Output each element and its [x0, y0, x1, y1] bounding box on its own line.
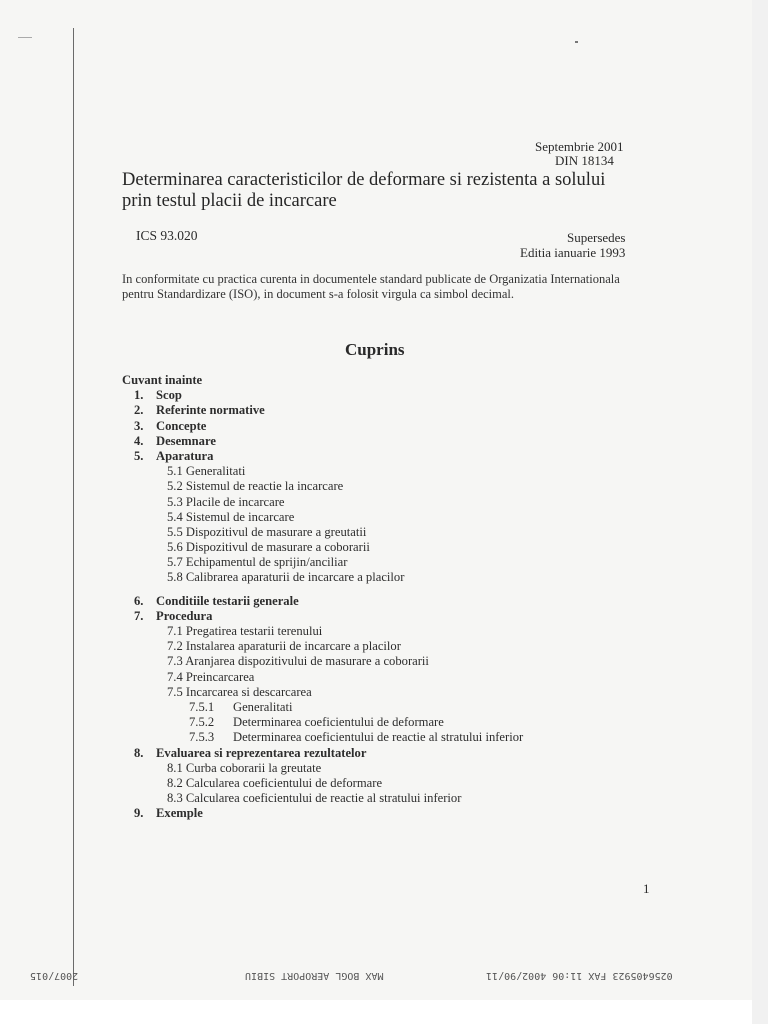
toc-subitem: 7.5 Incarcarea si descarcarea	[167, 684, 312, 699]
toc-item	[122, 594, 523, 609]
toc-label: Evaluarea si reprezentarea rezultatelor	[156, 745, 367, 760]
toc-item	[122, 419, 523, 434]
toc-item: Cuvant inainte	[122, 373, 203, 387]
page-number: 1	[643, 881, 650, 896]
standard-number: DIN 18134	[555, 153, 614, 168]
edition-label: Editia ianuarie 1993	[520, 245, 626, 260]
toc-number: 8.	[134, 745, 144, 760]
toc-subitem: 7.3 Aranjarea dispozitivului de masurare a coborarii	[167, 654, 429, 669]
toc-subitem: 8.1 Curba coborarii la greutate	[167, 760, 322, 775]
toc-subitem: 5.7 Echipamentul de sprijin/anciliar	[167, 555, 348, 570]
toc-number: 2.	[134, 403, 144, 418]
document-date: Septembrie 2001	[535, 139, 624, 154]
toc-subitem: 5.2 Sistemul de reactie la incarcare	[167, 479, 344, 494]
toc-subitem: 5.1 Generalitati	[167, 464, 246, 479]
toc-subitem: 8.3 Calcularea coeficientului de reactie al stratului inferior	[167, 791, 462, 806]
toc-number: 7.5.1	[189, 699, 215, 714]
toc-number: 1.	[134, 388, 144, 403]
supersedes-label: Supersedes	[567, 230, 626, 245]
toc-subsubitem	[122, 715, 523, 730]
document-title	[122, 170, 605, 212]
toc-number: 5.	[134, 448, 144, 463]
toc-subitem: 5.3 Placile de incarcare	[167, 494, 285, 509]
toc-subsubitem	[122, 700, 523, 715]
toc-number: 6.	[134, 593, 144, 608]
toc-subitem: 5.4 Sistemul de incarcare	[167, 509, 295, 524]
toc-number: 3.	[134, 418, 144, 433]
toc-item	[122, 403, 523, 418]
toc-item	[122, 449, 523, 464]
toc-item	[122, 746, 523, 761]
toc-subitem: 7.1 Pregatirea testarii terenului	[167, 624, 323, 638]
toc-label: Determinarea coeficientului de deformare	[233, 715, 444, 730]
fax-number-time: 0256405923 FAX 11:06 4002/90/11	[486, 970, 673, 981]
decimal-note: In conformitate cu practica curenta in documentele standard publicate de Organizatia Internationala pentru Standardizare (ISO), in document s-a folosit virgula ca simbol decimal.	[122, 272, 620, 301]
table-of-contents	[122, 373, 523, 821]
toc-number: 7.5.2	[189, 715, 215, 730]
fax-page-counter: 2007/015	[30, 970, 79, 981]
contents-heading: Cuprins	[345, 340, 405, 359]
toc-label: Concepte	[156, 418, 207, 433]
toc-subitem: 8.2 Calcularea coeficientului de deformare	[167, 775, 383, 790]
toc-label: Generalitati	[233, 699, 293, 714]
toc-spacer	[122, 586, 523, 594]
scan-speck	[575, 41, 578, 43]
toc-label: Desemnare	[156, 433, 216, 448]
toc-label: Exemple	[156, 806, 203, 821]
toc-subitem: 7.2 Instalarea aparaturii de incarcare a placilor	[167, 639, 401, 654]
toc-subitem: 5.6 Dispozitivul de masurare a coborarii	[167, 540, 370, 555]
toc-label: Conditiile testarii generale	[156, 593, 299, 608]
toc-item	[122, 434, 523, 449]
toc-label: Determinarea coeficientului de reactie al stratului inferior	[233, 730, 524, 745]
scan-speck	[18, 37, 32, 38]
toc-number: 9.	[134, 806, 144, 821]
toc-number: 4.	[134, 433, 144, 448]
toc-subitem: 5.5 Dispozitivul de masurare a greutatii	[167, 524, 367, 539]
scan-border	[752, 0, 768, 1024]
toc-number: 7.5.3	[189, 730, 215, 745]
toc-subitem: 5.8 Calibrarea aparaturii de incarcare a placilor	[167, 570, 405, 585]
toc-label: Procedura	[156, 608, 213, 623]
ics-code: ICS 93.020	[136, 228, 198, 243]
toc-number: 7.	[134, 608, 144, 623]
fax-sender: MAX BOGL AEROPORT SIBIU	[245, 970, 384, 981]
toc-item	[122, 806, 523, 821]
toc-subitem: 7.4 Preincarcarea	[167, 669, 255, 684]
toc-label: Aparatura	[156, 448, 214, 463]
toc-subsubitem	[122, 730, 523, 745]
toc-label: Scop	[156, 388, 182, 403]
toc-item	[122, 388, 523, 403]
toc-item	[122, 609, 523, 624]
title-line-1: Determinarea caracteristicilor de deformare si rezistenta a solului	[122, 170, 606, 190]
title-line-2: prin testul placii de incarcare	[122, 191, 337, 211]
margin-line	[73, 28, 74, 986]
toc-label: Referinte normative	[156, 403, 265, 418]
